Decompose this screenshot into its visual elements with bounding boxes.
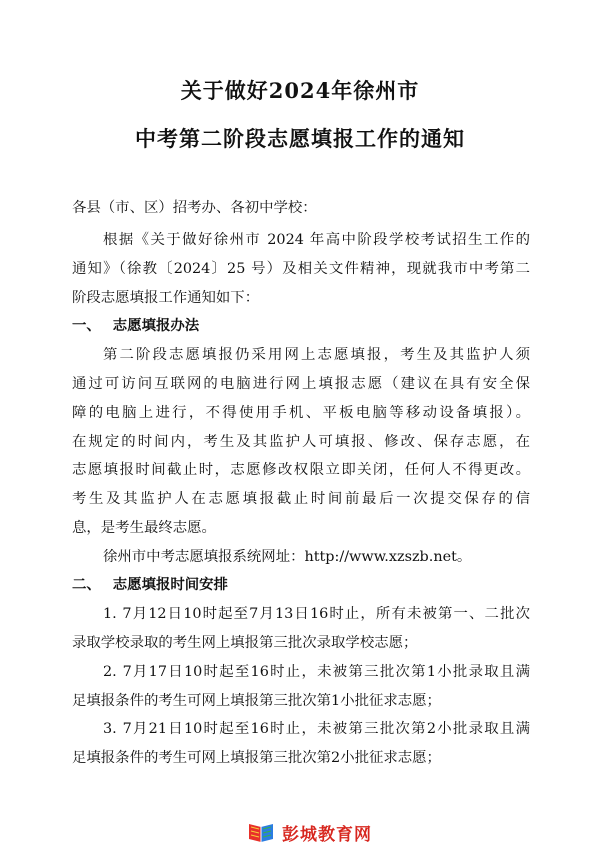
intro-line: 通知》（徐教〔2024〕25 号）及相关文件精神，现就我市中考第二 [72, 261, 530, 277]
paragraph-line: 志愿填报时间截止时，志愿修改权限立即关闭，任何人不得更改。 [72, 462, 530, 478]
open-book-icon [246, 823, 276, 843]
section-number: 一、 [72, 318, 101, 334]
schedule-item-line: 1. 7月12日10时起至7月13日16时止，所有未被第一、二批次 [103, 606, 530, 622]
schedule-item-line: 2. 7月17日10时起至16时止，未被第三批次第1小批录取且满 [103, 664, 530, 680]
section-title: 志愿填报办法 [112, 318, 200, 334]
paragraph-line: 息，是考生最终志愿。 [72, 520, 216, 536]
section-number: 二、 [72, 577, 101, 593]
website-line: 徐州市中考志愿填报系统网址：http://www.xzszb.net。 [103, 549, 472, 565]
paragraph-line: 考生及其监护人在志愿填报截止时间前最后一次提交保存的信 [72, 491, 530, 507]
schedule-item-line: 3. 7月21日10时起至16时止，未被第三批次第2小批录取且满 [103, 721, 530, 737]
document-title-line-2: 中考第二阶段志愿填报工作的通知 [135, 126, 465, 151]
logo-text: 彭城教育网 [282, 825, 372, 845]
intro-line: 阶段志愿填报工作通知如下： [72, 290, 260, 306]
section-heading-2 [72, 575, 228, 595]
site-logo[interactable] [246, 820, 372, 845]
schedule-item-line: 录取学校录取的考生网上填报第三批次录取学校志愿； [72, 635, 418, 651]
schedule-item-line: 足填报条件的考生可网上填报第三批次第1小批征求志愿； [72, 693, 441, 709]
salutation: 各县（市、区）招考办、各初中学校： [72, 200, 317, 216]
section-heading-1 [72, 316, 199, 336]
paragraph-line: 通过可访问互联网的电脑进行网上填报志愿（建议在具有安全保 [72, 376, 530, 392]
paragraph-line: 在规定的时间内，考生及其监护人可填报、修改、保存志愿，在 [72, 434, 530, 450]
schedule-item-line: 足填报条件的考生可网上填报第三批次第2小批征求志愿； [72, 750, 441, 766]
paragraph-line: 障的电脑上进行，不得使用手机、平板电脑等移动设备填报）。 [72, 405, 530, 421]
section-title: 志愿填报时间安排 [112, 577, 228, 593]
document-title-line-1: 关于做好2024年徐州市 [180, 78, 420, 103]
paragraph-line: 第二阶段志愿填报仍采用网上志愿填报，考生及其监护人须 [103, 347, 530, 363]
intro-line: 根据《关于做好徐州市 2024 年高中阶段学校考试招生工作的 [103, 232, 530, 248]
